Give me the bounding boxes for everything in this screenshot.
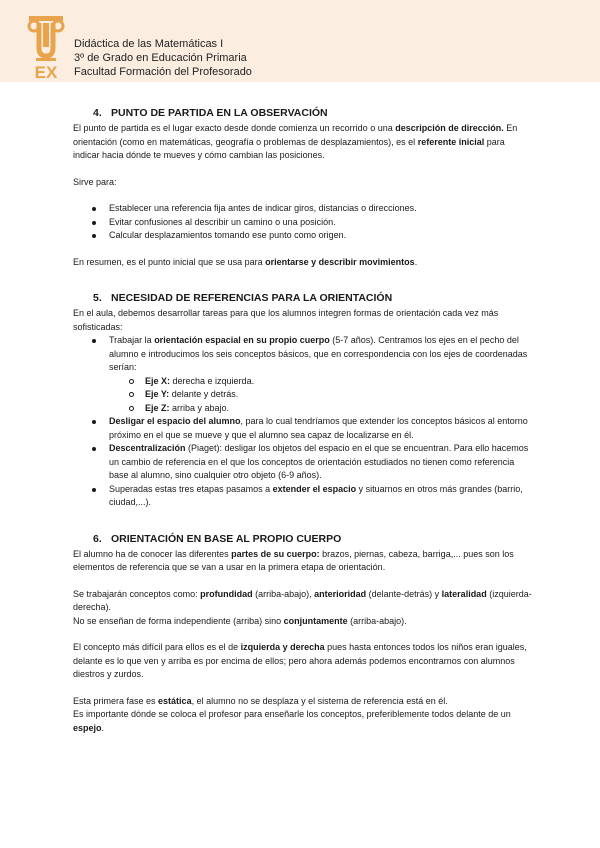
paragraph: Se trabajarán conceptos como: profundidad (arriba-abajo), anterioridad (delante-detrás) y lateralidad (izquierda-derecha). (73, 588, 532, 612)
sub-list-item: Eje X: derecha e izquierda. (109, 375, 533, 389)
section-heading: 4. PUNTO DE PARTIDA EN LA OBSERVACIÓN (93, 107, 328, 119)
paragraph: Es importante dónde se coloca el profesor para enseñarle los conceptos, preferiblemente todos delante de un espejo. (73, 709, 511, 733)
bullet-list (73, 334, 533, 510)
paragraph: No se enseñan de forma independiente (arriba) sino conjuntamente (arriba-abajo). (73, 615, 407, 626)
sub-list (109, 375, 533, 416)
university-logo-icon (27, 14, 65, 80)
document-header (0, 0, 600, 82)
paragraph: El punto de partida es el lugar exacto desde donde comienza un recorrido o una descripción de dirección. En orientación (como en matemáticas, geografía o problemas de desplazamientos), es el referente inicial para indicar hacia dónde te mueves y cómo cambian las posiciones. (73, 123, 518, 160)
paragraph: En el aula, debemos desarrollar tareas para que los alumnos integren formas de orientación cada vez más sofisticadas: (73, 308, 499, 332)
paragraph: En resumen, es el punto inicial que se usa para orientarse y describir movimientos. (73, 256, 418, 267)
sub-list-item: Eje Y: delante y detrás. (109, 388, 533, 402)
course-title: Didáctica de las Matemáticas I (74, 38, 224, 50)
section-heading: 5. NECESIDAD DE REFERENCIAS PARA LA ORIENTACIÓN (93, 292, 393, 304)
list-item: Superadas estas tres etapas pasamos a extender el espacio y situarnos en otros más grandes (barrio, ciudad,...). (73, 483, 533, 510)
svg-text:EX: EX (34, 63, 58, 80)
list-item: Establecer una referencia fija antes de indicar giros, distancias o direcciones. (73, 202, 533, 216)
paragraph: El alumno ha de conocer las diferentes partes de su cuerpo: brazos, piernas, cabeza, barriga,... pues son los elementos de referencia que se van a usar en la primera etapa de orientación. (73, 548, 514, 572)
paragraph: Esta primera fase es estática, el alumno no se desplaza y el sistema de referencia está en él. (73, 695, 448, 706)
faculty-name: Facultad Formación del Profesorado (74, 66, 252, 78)
bullet-list (73, 202, 533, 243)
paragraph: Sirve para: (73, 176, 117, 187)
paragraph: El concepto más difícil para ellos es el de izquierda y derecha pues hasta entonces todos los niños eran iguales, delante es lo que ven y arriba es por encima de ellos; pero ahora además podemos encontrarnos con alumnos diestros y zurdos. (73, 642, 527, 679)
list-item: Trabajar la orientación espacial en su propio cuerpo (5-7 años). Centramos los ejes en el pecho del alumno e introducimos los seis conceptos básicos, que en correspondencia con los ejes de coordenadas serían: Eje X: derecha e izquierda. Eje Y: delante y detrás. Eje Z: arriba y abajo. (73, 334, 533, 415)
list-item: Descentralización (Piaget): desligar los objetos del espacio en el que se encuentran. Para ello hacemos un cambio de referencia en el que los conceptos de orientación estudiados no tienen como referencia base al alumno, sino cualquier otro objeto (6-9 años). (73, 442, 533, 483)
list-item: Desligar el espacio del alumno, para lo cual tendríamos que extender los conceptos básicos al entorno próximo en el que se mueve y que el alumno sea capaz de localizarse en él. (73, 415, 533, 442)
course-grade: 3º de Grado en Educación Primaria (74, 52, 247, 64)
list-item: Evitar confusiones al describir un camino o una posición. (73, 216, 533, 230)
list-item: Calcular desplazamientos tomando ese punto como origen. (73, 229, 533, 243)
sub-list-item: Eje Z: arriba y abajo. (109, 402, 533, 416)
section-heading: 6. ORIENTACIÓN EN BASE AL PROPIO CUERPO (93, 532, 342, 545)
document-body (73, 106, 533, 735)
